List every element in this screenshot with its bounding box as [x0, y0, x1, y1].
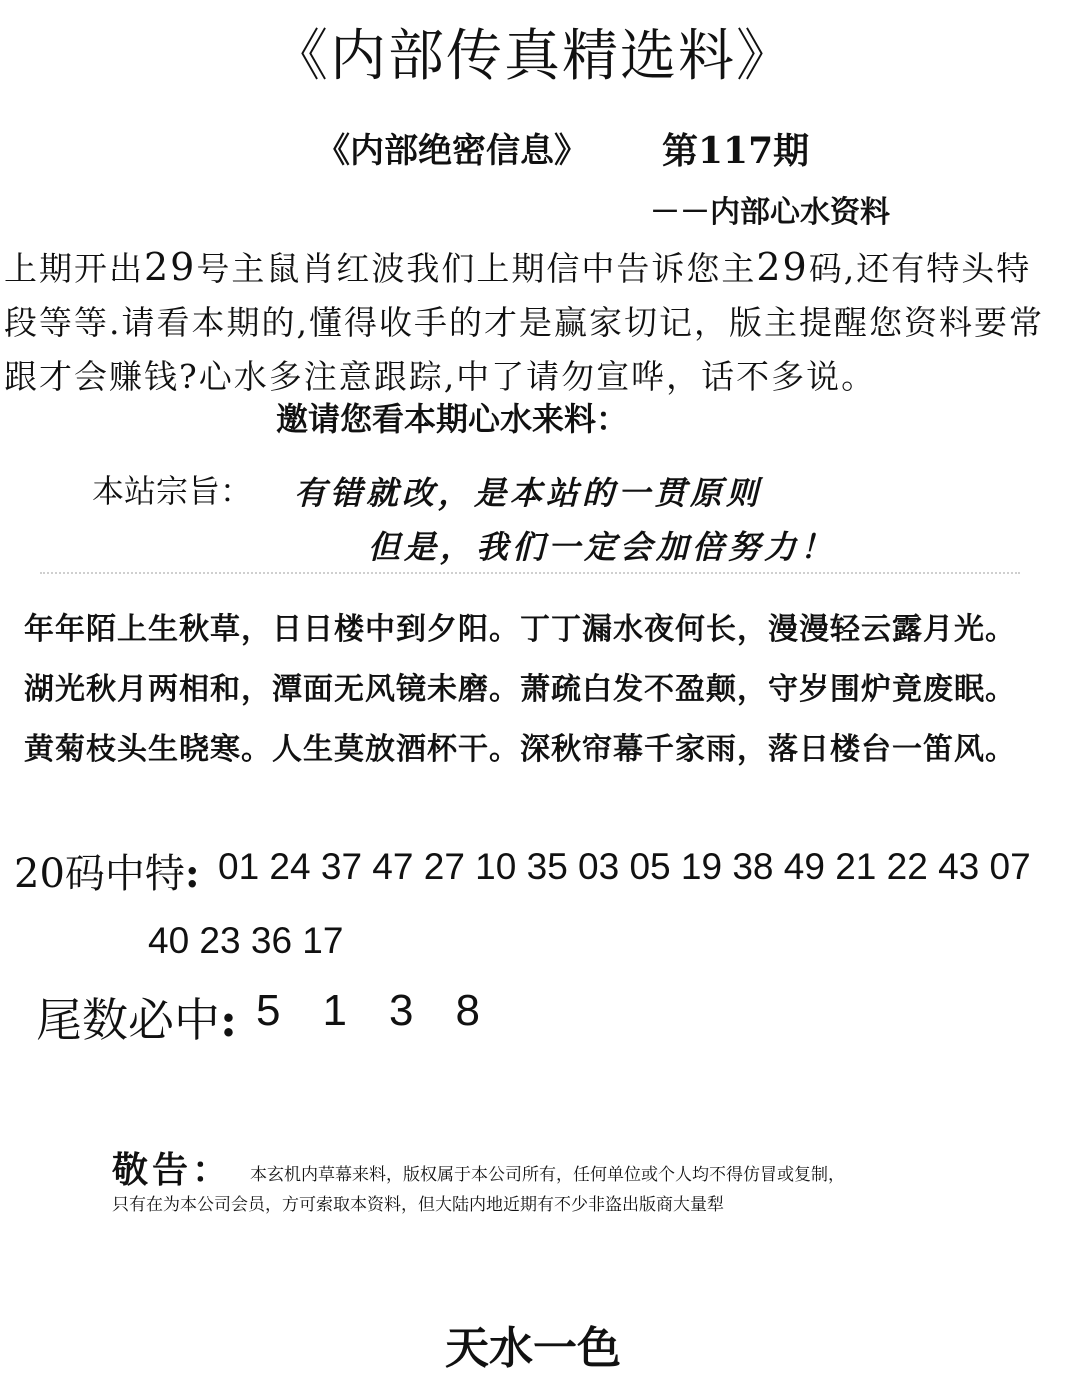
tail-digit: 3	[388, 986, 414, 1035]
notice-label: 敬告：	[112, 1149, 233, 1191]
intro-text-2: 号主鼠肖红波我们上期信中告诉您主	[196, 249, 757, 288]
numbers-colon: :	[184, 850, 200, 897]
tail-colon: :	[220, 993, 237, 1047]
notice-line-2: 只有在为本公司会员，方可索取本资料，但大陆内地近期有不少非盗出版商大量犁	[112, 1195, 724, 1215]
poem-line: 湖光秋月两相和，潭面无风镜未磨。萧疏白发不盈颠，守岁围炉竟废眠。	[24, 672, 1016, 707]
invite-line: 邀请您看本期心水来料：	[276, 400, 629, 438]
tenet-label: 本站宗旨：	[92, 472, 253, 510]
tenet-line-1: 有错就改，是本站的一贯原则	[294, 474, 763, 512]
intro-text-1: 上期开出	[4, 249, 144, 288]
footer-text: 天水一色	[445, 1323, 621, 1374]
divider	[40, 572, 1020, 578]
subtitle: 《内部绝密信息》	[316, 131, 588, 171]
tail-digit: 5	[256, 986, 281, 1035]
tail-label	[36, 984, 237, 1050]
intro-number-2: 29	[756, 245, 809, 289]
numbers-line-2: 40 23 36 17	[148, 920, 344, 961]
tenet-line-2: 但是，我们一定会加倍努力！	[368, 528, 837, 566]
tail-digit: 1	[322, 986, 347, 1035]
poem-line: 年年陌上生秋草，日日楼中到夕阳。丁丁漏水夜何长，漫漫轻云露月光。	[24, 612, 1016, 647]
numbers-label	[14, 842, 200, 899]
tail-digit: 8	[455, 986, 480, 1035]
notice-line-1: 本玄机内草幕来料，版权属于本公司所有，任何单位或个人均不得仿冒或复制，	[250, 1165, 845, 1185]
source-label: －－内部心水资料	[650, 195, 890, 230]
page-title: 《内部传真精选料》	[272, 24, 794, 89]
numbers-line-1: 01 24 37 47 27 10 35 03 05 19 38 49 21 22 43 07	[218, 846, 1031, 887]
poem-line: 黄菊枝头生晓寒。人生莫放酒杯干。深秋帘幕千家雨，落日楼台一笛风。	[24, 732, 1016, 767]
tail-digits	[256, 986, 522, 1036]
tail-label-text: 尾数必中	[36, 993, 220, 1047]
numbers-label-text: 20码中特	[14, 851, 185, 897]
intro-paragraph	[4, 240, 1062, 404]
intro-number-1: 29	[144, 245, 197, 289]
issue-number: 第117期	[662, 130, 810, 172]
intro-text-3: 码,还有特头特段等等.请看本期的,懂得收手的才是赢家切记，版主提醒您资料要常跟才会赚钱?心水多注意跟踪,中了请勿宣哗，话不多说。	[4, 249, 1044, 396]
